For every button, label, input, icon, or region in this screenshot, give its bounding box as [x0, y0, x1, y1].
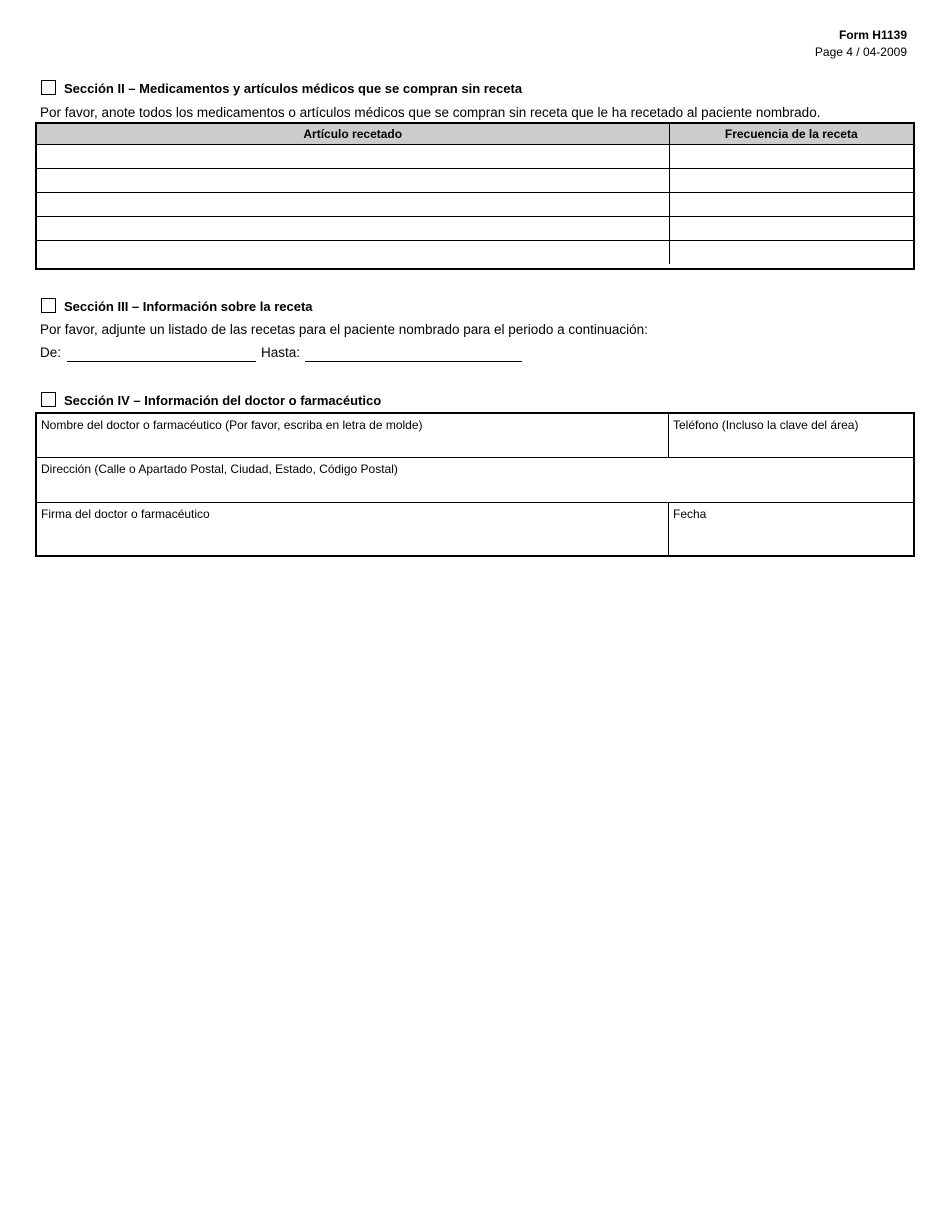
table-row [37, 169, 913, 193]
doctor-info-box [35, 412, 915, 557]
address-label: Dirección (Calle o Apartado Postal, Ciudad, Estado, Código Postal) [41, 462, 398, 476]
medications-table-frame [35, 122, 915, 270]
frequency-cell[interactable] [669, 241, 913, 265]
section2-title: Sección II – Medicamentos y artículos médicos que se compran sin receta [64, 81, 523, 96]
phone-field[interactable] [669, 414, 913, 458]
to-label: Hasta: [261, 345, 301, 360]
frequency-cell[interactable] [669, 169, 913, 193]
medications-table [37, 124, 913, 264]
section2-checkbox[interactable] [41, 80, 56, 95]
form-id: Form H1139 [838, 28, 907, 42]
item-cell[interactable] [37, 193, 669, 217]
from-date-field[interactable] [67, 343, 256, 362]
section4-title: Sección IV – Información del doctor o farmacéutico [64, 393, 382, 408]
phone-label: Teléfono (Incluso la clave del área) [673, 418, 859, 432]
table-header-row [37, 124, 913, 145]
column-header-frequency: Frecuencia de la receta [669, 124, 913, 145]
item-cell[interactable] [37, 241, 669, 265]
section3-checkbox[interactable] [41, 298, 56, 313]
signature-field[interactable] [37, 503, 669, 555]
from-label: De: [40, 345, 62, 360]
item-cell[interactable] [37, 217, 669, 241]
frequency-cell[interactable] [669, 193, 913, 217]
column-header-item: Artículo recetado [37, 124, 669, 145]
item-cell[interactable] [37, 145, 669, 169]
section4-checkbox[interactable] [41, 392, 56, 407]
to-date-field[interactable] [305, 343, 522, 362]
date-field[interactable] [669, 503, 913, 555]
section3-title: Sección III – Información sobre la receta [64, 299, 313, 314]
section2-instructions: Por favor, anote todos los medicamentos o artículos médicos que se compran sin receta que le ha recetado al paciente nombrado. [40, 105, 821, 120]
table-row [37, 241, 913, 265]
frequency-cell[interactable] [669, 145, 913, 169]
frequency-cell[interactable] [669, 217, 913, 241]
table-row [37, 145, 913, 169]
doctor-name-label: Nombre del doctor o farmacéutico (Por favor, escriba en letra de molde) [41, 418, 423, 432]
doctor-name-field[interactable] [37, 414, 669, 458]
table-row [37, 217, 913, 241]
section3-instructions: Por favor, adjunte un listado de las recetas para el paciente nombrado para el periodo a continuación: [40, 322, 648, 337]
item-cell[interactable] [37, 169, 669, 193]
date-label: Fecha [673, 507, 707, 521]
signature-label: Firma del doctor o farmacéutico [41, 507, 210, 521]
page-info: Page 4 / 04-2009 [814, 45, 907, 59]
table-row [37, 193, 913, 217]
address-field[interactable] [37, 458, 913, 503]
